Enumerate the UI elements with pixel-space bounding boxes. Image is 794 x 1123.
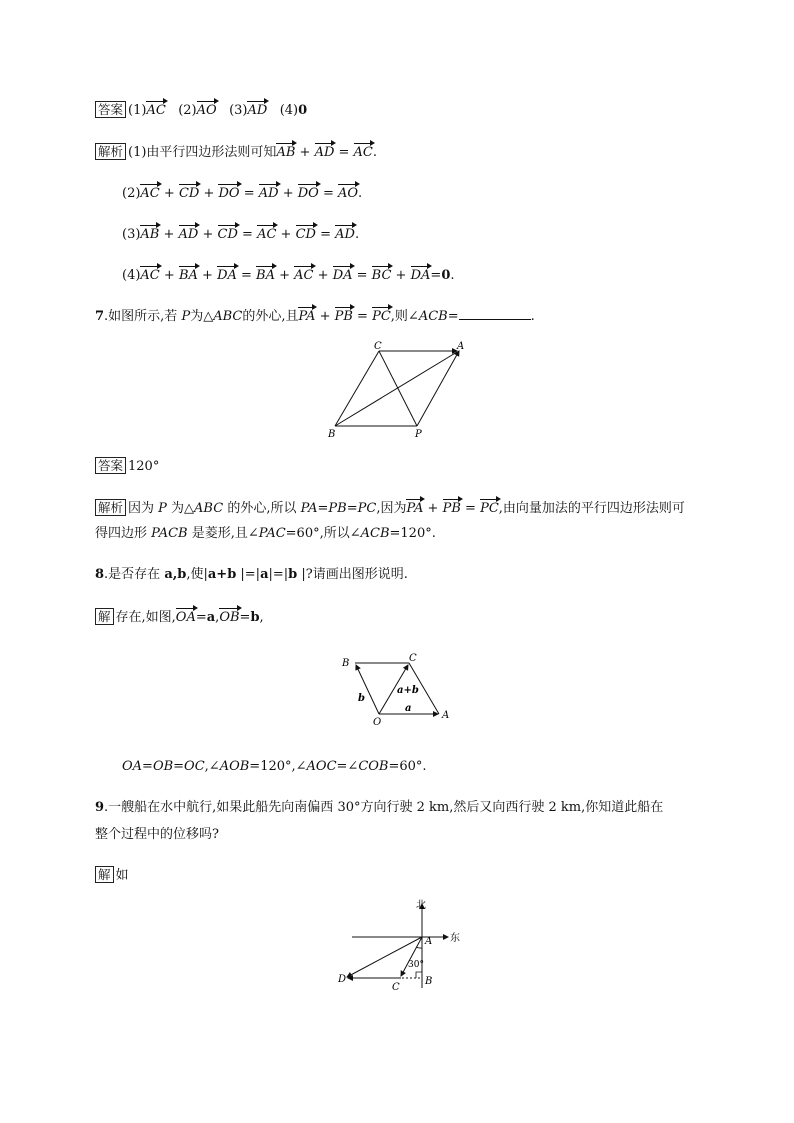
solution-tag: 解: [95, 608, 114, 625]
q7-analysis-line2: 得四边形 PACB 是菱形,且∠PAC=60°,所以∠ACB=120°.: [95, 526, 436, 541]
point-B-label: B: [328, 429, 336, 440]
q6-answer-line: 答案 (1)AC (2)AO (3)AD (4)0: [95, 100, 307, 120]
answer-tag: 答案: [95, 457, 126, 474]
vector-b-label: b: [358, 693, 365, 704]
q9-solution-line: 解 如: [95, 866, 129, 885]
solution-tag: 解: [95, 866, 114, 883]
q7-answer-line: 答案 120°: [95, 457, 159, 476]
point-C-label: C: [374, 341, 382, 352]
q8-solution-line: 解 存在,如图,OA=a,OB=b,: [95, 607, 264, 627]
point-B-label: B: [425, 976, 433, 987]
q9-displacement-figure: [330, 898, 465, 996]
east-label: 东: [450, 933, 460, 944]
point-D-label: D: [338, 974, 347, 985]
point-A-label: A: [457, 341, 465, 352]
q6-analysis-line3: (3)AB + AD + CD = AC + CD = AD.: [122, 224, 359, 244]
vector-AD: AD: [247, 100, 267, 120]
point-B-label: B: [342, 658, 350, 669]
q6-analysis-line2: (2)AC + CD + DO = AD + DO = AO.: [122, 183, 362, 203]
vector-AC: AC: [146, 100, 165, 120]
north-label: 北: [416, 900, 426, 911]
q6-analysis-line4: (4)AC + BA + DA = BA + AC + DA = BC + DA=0.: [122, 265, 455, 285]
q7-stem: 7.如图所示,若 P为△ABC的外心,且PA + PB = PC,则∠ACB= .: [95, 306, 535, 326]
vector-a-plus-b-label: a+b: [397, 685, 419, 696]
q8-rhombus-figure: [335, 650, 460, 728]
q7-rhombus-figure: [325, 340, 475, 442]
q7-analysis-line1: 解析 因为 P 为△ABC 的外心,所以 PA=PB=PC,因为PA + PB = PC,由向量加法的平行四边形法则可: [95, 498, 685, 518]
point-O-label: O: [373, 717, 382, 728]
vector-AO: AO: [197, 100, 217, 120]
answer-blank: [459, 307, 531, 320]
point-C-label: C: [409, 653, 417, 664]
point-A-label: A: [442, 710, 450, 721]
q6-analysis-line1: 解析 (1)由平行四边形法则可知AB + AD = AC.: [95, 142, 377, 162]
angle-label: 30°: [408, 960, 424, 970]
vector-a-label: a: [405, 703, 412, 714]
point-P-label: P: [415, 429, 422, 440]
point-C-label: C: [392, 982, 400, 993]
q9-stem-line2: 整个过程中的位移吗?: [95, 827, 219, 842]
q8-stem: 8.是否存在 a,b,使|a+b |=|a|=|b |?请画出图形说明.: [95, 567, 408, 582]
analysis-tag: 解析: [95, 143, 126, 160]
q9-stem-line1: 9.一艘船在水中航行,如果此船先向南偏西 30°方向行驶 2 km,然后又向西行驶 2 km,你知道此船在: [95, 800, 664, 815]
q8-conclusion: OA=OB=OC,∠AOB=120°,∠AOC=∠COB=60°.: [122, 759, 427, 774]
answer-tag: 答案: [95, 101, 126, 118]
analysis-tag: 解析: [95, 499, 126, 516]
point-A-label: A: [425, 936, 433, 947]
